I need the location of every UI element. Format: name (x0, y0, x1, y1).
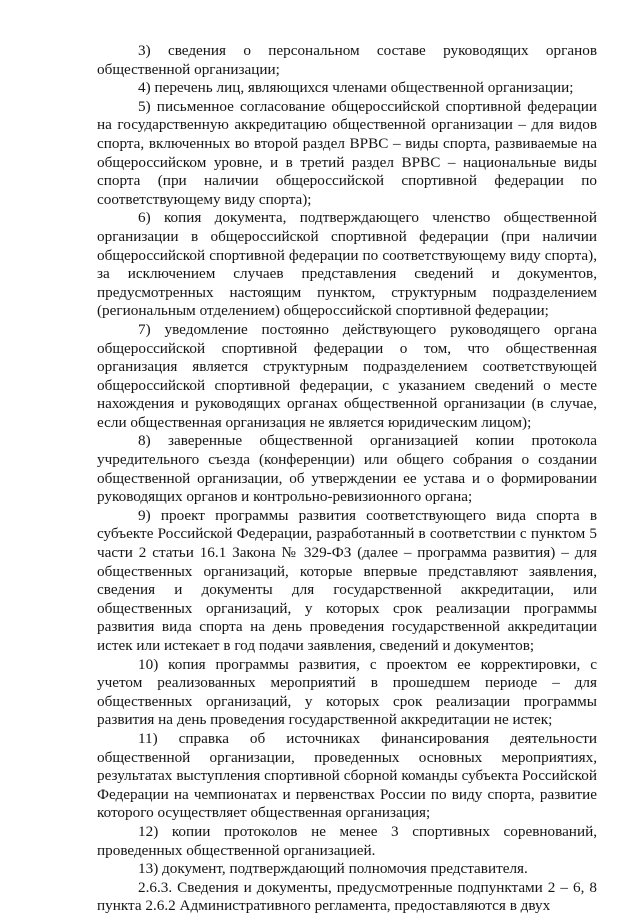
paragraph-item-5: 5) письменное согласование общероссийской спортивной федерации на государственную аккредитацию общественной организации – для видов спорта, включенных во второй раздел ВРВС – виды спорта, развиваемые на общероссийском уровне, и в третий раздел ВРВС – национальные виды спорта (при наличии общероссийской спортивной федерации по соответствующему виду спорта); (97, 97, 597, 208)
paragraph-item-11: 11) справка об источниках финансирования деятельности общественной организации, проведенных основных мероприятиях, результатах выступления спортивной сборной команды субъекта Российской Федерации на чемпионатах и первенствах России по виду спорта, развитие которого осуществляет общественная организация; (97, 729, 597, 822)
paragraph-section-2-6-3: 2.6.3. Сведения и документы, предусмотренные подпунктами 2 – 6, 8 пункта 2.6.2 Административного регламента, предоставляются в двух (97, 878, 597, 915)
paragraph-item-9: 9) проект программы развития соответствующего вида спорта в субъекте Российской Федерации, разработанный в соответствии с пунктом 5 части 2 статьи 16.1 Закона № 329-ФЗ (далее – программа развития) – для общественных организаций, которые впервые представляют заявления, сведения и документы для государственной аккредитации, или общественных организаций, у которых срок реализации программы развития вида спорта на день проведения государственной аккредитации истек или истекает в год подачи заявления, сведений и документов; (97, 506, 597, 654)
document-body (97, 42, 597, 916)
paragraph-item-6: 6) копия документа, подтверждающего членство общественной организации в общероссийской спортивной федерации (при наличии общероссийской спортивной федерации по соответствующему виду спорта), за исключением случаев представления сведений и документов, предусмотренных настоящим пунктом, структурным подразделением (региональным отделением) общероссийской спортивной федерации; (97, 209, 597, 320)
paragraph-item-8: 8) заверенные общественной организацией копии протокола учредительного съезда (конференции) или общего собрания о создании общественной организации, об утверждении ее устава и о формировании руководящих органов и контрольно-ревизионного органа; (97, 432, 597, 506)
paragraph-item-7: 7) уведомление постоянно действующего руководящего органа общероссийской спортивной федерации о том, что общественная организация является структурным подразделением соответствующей общероссийской спортивной федерации, с указанием сведений о месте нахождения и руководящих органах общественной организации (в случае, если общественная организация не является юридическим лицом); (97, 320, 597, 431)
paragraph-item-3: 3) сведения о персональном составе руководящих органов общественной организации; (97, 42, 597, 78)
paragraph-item-13: 13) документ, подтверждающий полномочия представителя. (138, 860, 528, 878)
paragraph-item-10: 10) копия программы развития, с проектом ее корректировки, с учетом реализованных мероприятий в прошедшем периоде – для общественных организаций, у которых срок реализации программы развития на день проведения государственной аккредитации не истек; (97, 655, 597, 729)
paragraph-item-12: 12) копии протоколов не менее 3 спортивных соревнований, проведенных общественной организацией. (97, 822, 597, 859)
paragraph-item-4: 4) перечень лиц, являющихся членами общественной организации; (138, 79, 574, 97)
